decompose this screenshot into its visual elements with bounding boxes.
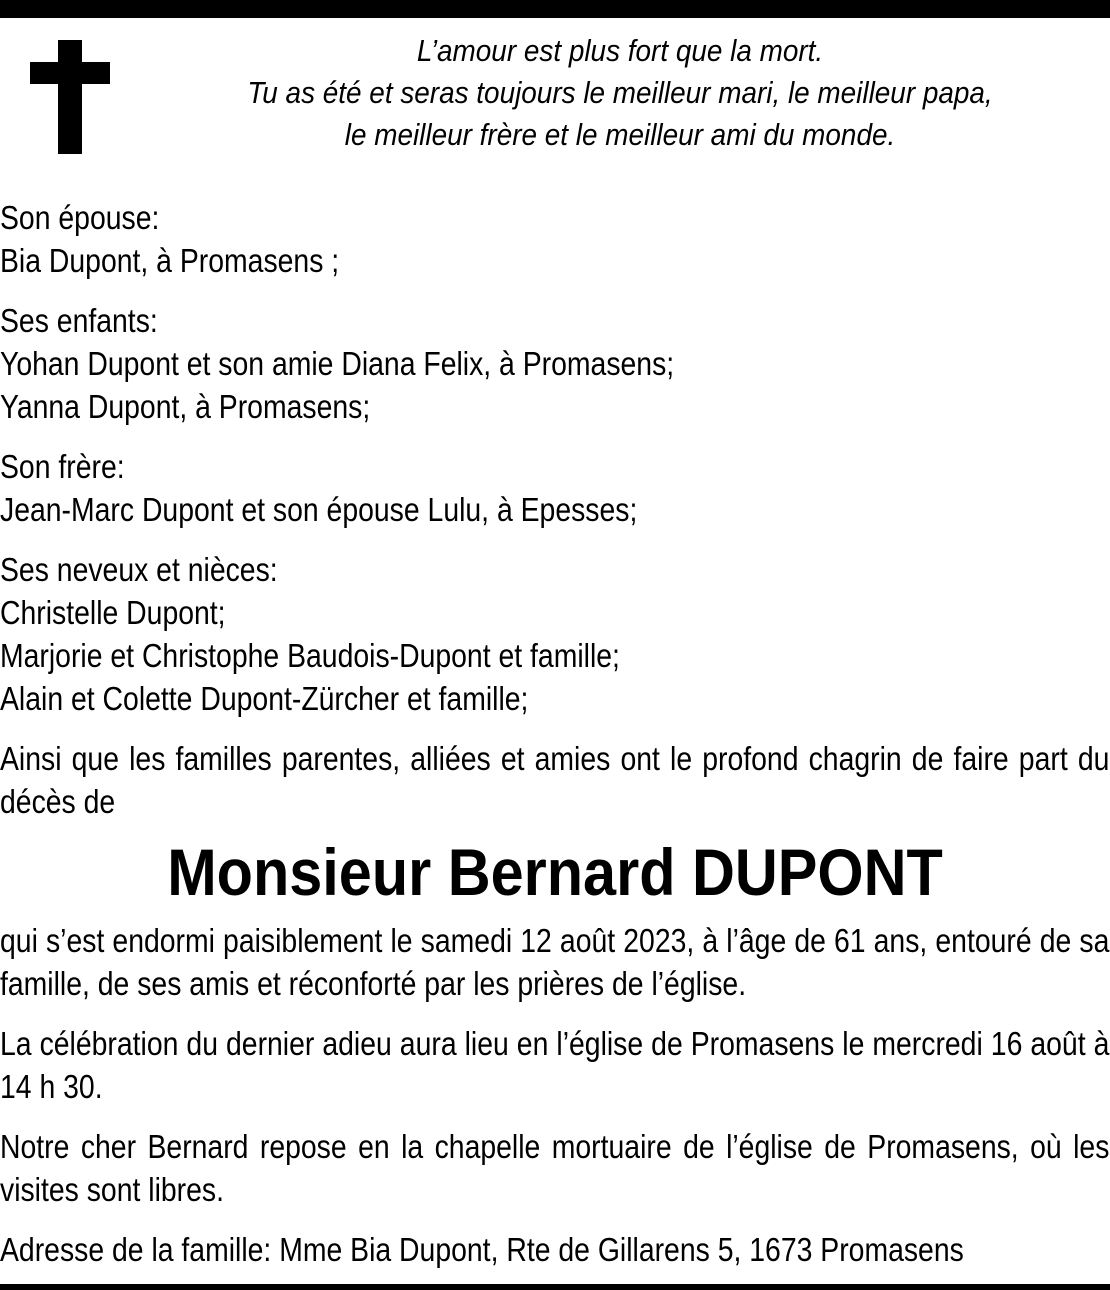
nephew-entry: Christelle Dupont; <box>0 594 226 631</box>
brother-block <box>0 445 1109 531</box>
cross-icon <box>30 40 110 154</box>
top-rule <box>0 0 1110 18</box>
children-heading: Ses enfants: <box>0 302 158 339</box>
children-block <box>0 299 1109 428</box>
chapel-details: Notre cher Bernard repose en la chapelle mortuaire de l’église de Promasens, où les visites sont libres. <box>0 1128 1110 1208</box>
nephew-entry: Marjorie et Christophe Baudois-Dupont et famille; <box>0 637 620 674</box>
family-address: Adresse de la famille: Mme Bia Dupont, Rte de Gillarens 5, 1673 Promasens <box>0 1231 964 1268</box>
child-entry: Yanna Dupont, à Promasens; <box>0 388 371 425</box>
nephews-heading: Ses neveux et nièces: <box>0 551 278 588</box>
nephews-block <box>0 548 1109 720</box>
epitaph-quote <box>179 30 1061 156</box>
family-list <box>0 196 1110 840</box>
spouse-name: Bia Dupont, à Promasens ; <box>0 242 340 279</box>
deceased-name: Monsieur Bernard DUPONT <box>167 835 943 909</box>
quote-line: L’amour est plus fort que la mort. <box>416 33 824 68</box>
quote-line: Tu as été et seras toujours le meilleur mari, le meilleur papa, <box>247 75 993 110</box>
death-details: qui s’est endormi paisiblement le samedi 12 août 2023, à l’âge de 61 ans, entouré de sa famille, de ses amis et réconforté par les prières de l’église. <box>0 922 1110 1002</box>
brother-entry: Jean-Marc Dupont et son épouse Lulu, à Epesses; <box>0 491 638 528</box>
spouse-heading: Son épouse: <box>0 199 160 236</box>
quote-line: le meilleur frère et le meilleur ami du monde. <box>344 117 896 152</box>
child-entry: Yohan Dupont et son amie Diana Felix, à Promasens; <box>0 345 675 382</box>
nephew-entry: Alain et Colette Dupont-Zürcher et famille; <box>0 680 529 717</box>
ceremony-details: La célébration du dernier adieu aura lieu en l’église de Promasens le mercredi 16 août à 14 h 30. <box>0 1025 1110 1105</box>
brother-heading: Son frère: <box>0 448 125 485</box>
announcement-text: Ainsi que les familles parentes, alliées et amies ont le profond chagrin de faire part du décès de <box>0 740 1110 820</box>
details-section <box>0 919 1110 1288</box>
bottom-rule <box>0 1284 1110 1290</box>
spouse-block <box>0 196 1109 282</box>
